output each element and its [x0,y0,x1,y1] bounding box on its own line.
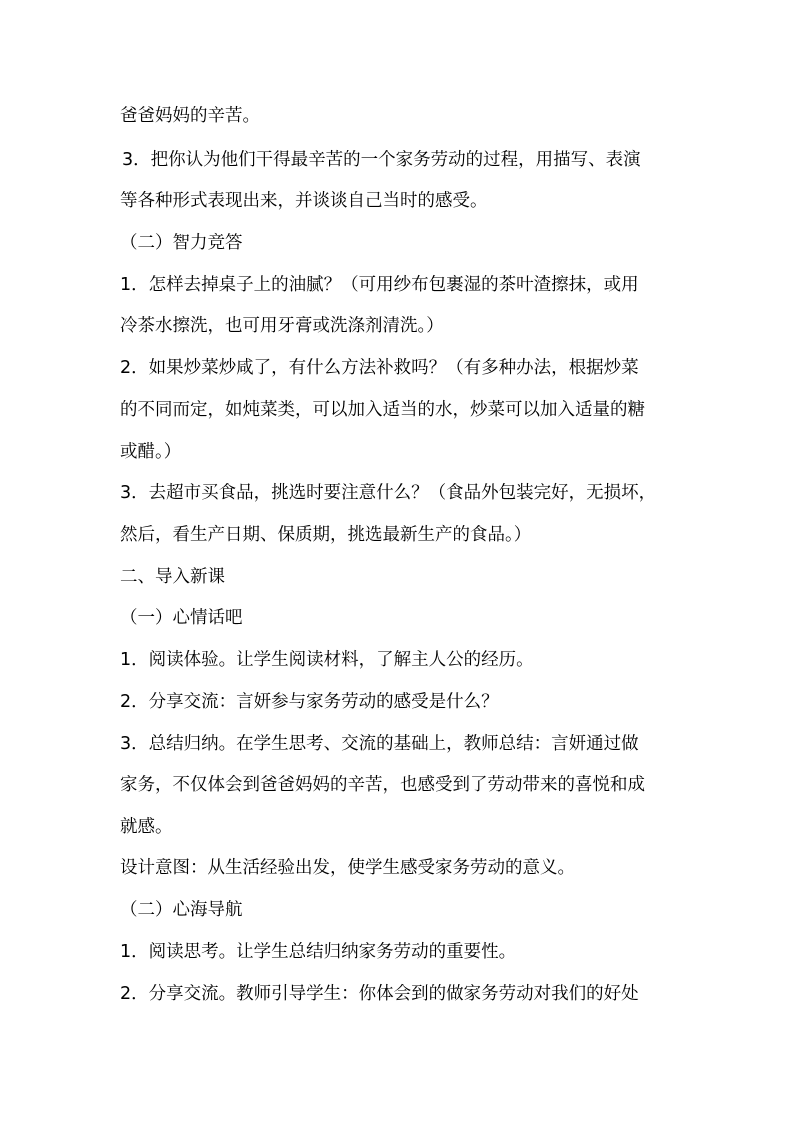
text-line: 的不同而定，如炖菜类，可以加入适当的水，炒菜可以加入适量的糖 [120,400,645,420]
text-line: 3．总结归纳。在学生思考、交流的基础上，教师总结：言妍通过做 [120,734,639,754]
section-heading: （二）心海导航 [120,900,243,920]
section-heading: 二、导入新课 [120,567,225,587]
text-line: 1．阅读体验。让学生阅读材料，了解主人公的经历。 [120,650,534,670]
section-heading: （二）智力竞答 [120,233,243,253]
text-line: 3．去超市买食品，挑选时要注意什么？（食品外包装完好，无损坏， [120,483,657,503]
section-heading: （一）心情话吧 [120,608,243,628]
text-line: 1．阅读思考。让学生总结归纳家务劳动的重要性。 [120,942,517,962]
text-line: 冷茶水擦洗，也可用牙膏或洗涤剂清洗。） [120,316,444,336]
text-line: 爸爸妈妈的辛苦。 [120,106,260,126]
text-line: 就感。 [120,817,173,837]
text-line: 然后，看生产日期、保质期，挑选最新生产的食品。） [120,525,532,545]
text-line: 等各种形式表现出来，并谈谈自己当时的感受。 [120,191,488,211]
text-line: 设计意图：从生活经验出发，使学生感受家务劳动的意义。 [120,858,575,878]
text-line: 或醋。） [120,442,182,462]
text-line: 2．分享交流：言妍参与家务劳动的感受是什么？ [120,692,499,712]
text-line: 1．怎样去掉桌子上的油腻？（可用纱布包裹湿的茶叶渣擦抹，或用 [120,275,639,295]
text-line: 3．把你认为他们干得最辛苦的一个家务劳动的过程，用描写、表演 [122,150,641,170]
text-line: 2．分享交流。教师引导学生：你体会到的做家务劳动对我们的好处 [120,984,639,1004]
text-line: 家务，不仅体会到爸爸妈妈的辛苦，也感受到了劳动带来的喜悦和成 [120,775,645,795]
text-line: 2．如果炒菜炒咸了，有什么方法补救吗？（有多种办法，根据炒菜 [120,358,639,378]
